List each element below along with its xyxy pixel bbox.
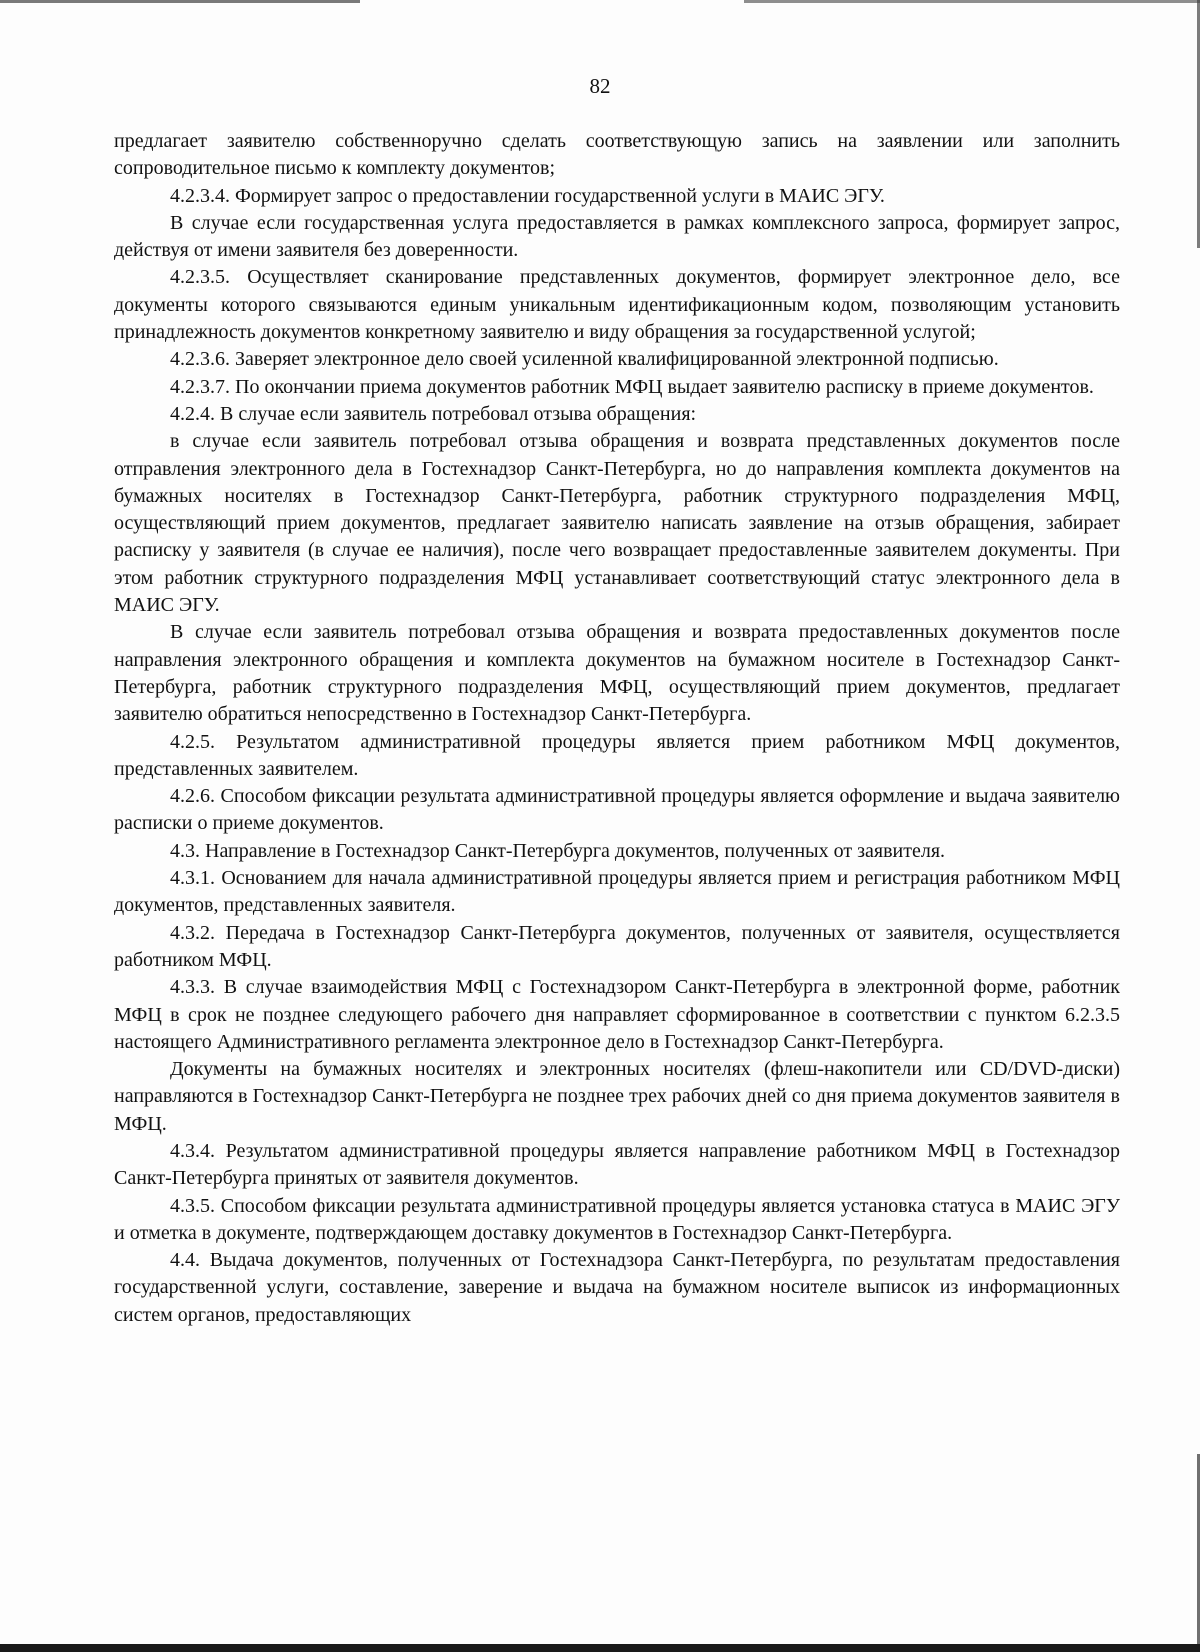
paragraph: 4.2.3.7. По окончании приема документов работник МФЦ выдает заявителю расписку в приеме документов. [170, 375, 1094, 398]
paragraph: 4.3. Направление в Гостехнадзор Санкт-Петербурга документов, полученных от заявителя. [170, 839, 946, 862]
paragraph: в случае если заявитель потребовал отзыва обращения и возврата представленных документов после отправления электронного дела в Гостехнадзор Санкт-Петербурга, но до направления комплекта документов на бумажных носителях в Гостехнадзор Санкт-Петербурга, работник структурного подразделения МФЦ, осуществляющий прием документов, предлагает заявителю написать заявление на отзыв обращения, забирает расписку у заявителя (в случае ее наличия), после чего возвращает предоставленные заявителем документы. При этом работник структурного подразделения МФЦ устанавливает соответствующий статус электронного дела в МАИС ЭГУ. [114, 430, 1120, 617]
paragraph: 4.2.3.6. Заверяет электронное дело своей усиленной квалифицированной электронной подписью. [170, 348, 999, 371]
paragraph: 4.3.1. Основанием для начала административной процедуры является прием и регистрация работником МФЦ документов, представленных заявителя. [114, 867, 1120, 917]
paragraph: 4.2.4. В случае если заявитель потребовал отзыва обращения: [170, 402, 697, 425]
scan-edge-bottom [0, 1644, 1200, 1652]
paragraph: 4.3.4. Результатом административной процедуры является направление работником МФЦ в Гостехнадзор Санкт-Петербурга принятых от заявителя документов. [114, 1139, 1120, 1190]
scan-edge-top [0, 0, 1200, 3]
paragraph: 4.4. Выдача документов, полученных от Гостехнадзора Санкт-Петербурга, по результатам предоставления государственной услуги, составление, заверение и выдача на бумажном носителе выписок из информационных систем органов, предоставляющих [114, 1249, 1120, 1326]
paragraph: 4.2.3.4. Формирует запрос о предоставлении государственной услуги в МАИС ЭГУ. [170, 184, 885, 207]
paragraph: предлагает заявителю собственноручно сделать соответствующую запись на заявлении или заполнить сопроводительное письмо к комплекту документов; [114, 130, 1120, 180]
paragraph: 4.3.3. В случае взаимодействия МФЦ с Гостехнадзором Санкт-Петербурга в электронной форме, работник МФЦ в срок не позднее следующего рабочего дня направляет сформированное в соответствии с пунктом 6.2.3.5 настоящего Административного регламента электронное дело в Гостехнадзор Санкт-Петербурга. [114, 976, 1120, 1053]
paragraph: 4.3.2. Передача в Гостехнадзор Санкт-Петербурга документов, полученных от заявителя, осуществляется работником МФЦ. [114, 921, 1120, 971]
paragraph: Документы на бумажных носителях и электронных носителях (флеш-накопители или CD/DVD-диски) направляются в Гостехнадзор Санкт-Петербурга не позднее трех рабочих дней со дня приема документов заявителя в МФЦ. [114, 1058, 1120, 1135]
page-number: 82 [589, 74, 611, 98]
document-body [114, 128, 1120, 1329]
paragraph: 4.2.5. Результатом административной процедуры является прием работником МФЦ документов, представленных заявителем. [114, 730, 1120, 780]
paragraph: 4.2.6. Способом фиксации результата административной процедуры является оформление и выдача заявителю расписки о приеме документов. [114, 785, 1120, 835]
paragraph: 4.2.3.5. Осуществляет сканирование представленных документов, формирует электронное дело, все документы которого связываются единым уникальным идентификационным кодом, позволяющим установить принадлежность документов конкретному заявителю и виду обращения за государственной услугой; [114, 266, 1120, 344]
paragraph: В случае если государственная услуга предоставляется в рамках комплексного запроса, формирует запрос, действуя от имени заявителя без доверенности. [114, 211, 1120, 262]
paragraph: 4.3.5. Способом фиксации результата административной процедуры является установка статуса в МАИС ЭГУ и отметка в документе, подтверждающем доставку документов в Гостехнадзор Санкт-Петербурга. [114, 1194, 1120, 1244]
paragraph: В случае если заявитель потребовал отзыва обращения и возврата предоставленных документов после направления электронного обращения и комплекта документов на бумажном носителе в Гостехнадзор Санкт-Петербурга, работник структурного подразделения МФЦ, осуществляющий прием документов, предлагает заявителю обратиться непосредственно в Гостехнадзор Санкт-Петербурга. [114, 621, 1120, 726]
